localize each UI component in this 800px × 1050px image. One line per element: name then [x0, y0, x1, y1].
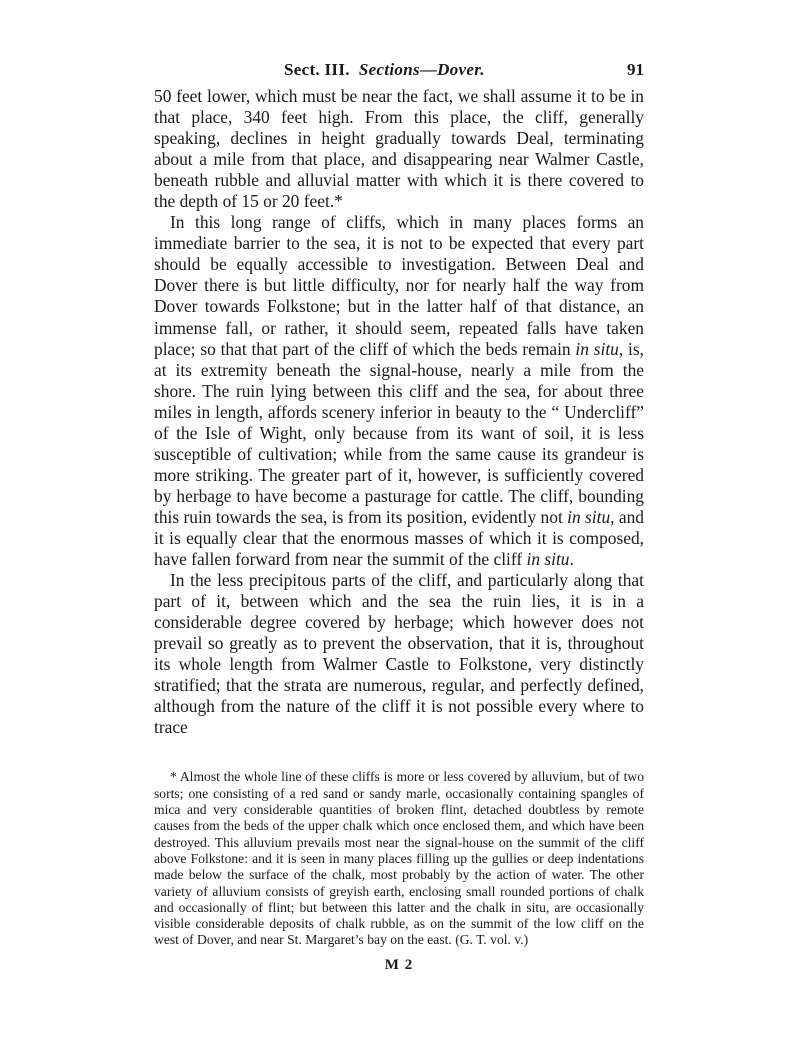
paragraph-2-part-a: In this long range of cliffs, which in many places forms an immediate barrier to the sea, it is not to be expected that every part should be equally accessible to investigation. Between Deal and Dover there is but little difficulty, nor for nearly half the way from Dover towards Folkstone; but in the latter half of that distance, an immense fall, or rather, it should seem, repeated falls have taken place; so that that part of the cliff of which the beds remain	[154, 212, 644, 359]
book-page	[154, 58, 644, 974]
italic-in-situ-3: in situ	[526, 549, 570, 570]
running-head-title	[284, 60, 485, 80]
paragraph-2-part-c: , and it is equally clear that the enormous masses of which it is composed, have fallen forward from near the summit of the cliff	[154, 506, 644, 570]
body-text	[154, 86, 644, 738]
running-head	[154, 58, 644, 86]
section-label: Sect. III.	[284, 60, 350, 79]
paragraph-2-part-d: .	[569, 549, 574, 570]
paragraph-2-part-b: , is, at its extremity beneath the signal-house, nearly a mile from the shore. The ruin lying between this cliff and the sea, for about three miles in length, affords scenery inferior in beauty to the “ Undercliff” of the Isle of Wight, only because from its want of soil, it is less susceptible of cultivation; while from the same cause its grandeur is more striking. The greater part of it, however, is sufficiently covered by herbage to have become a pasturage for cattle. The cliff, bounding this ruin towards the sea, is from its position, evidently not	[154, 338, 644, 527]
footnote-text: * Almost the whole line of these cliffs is more or less covered by alluvium, but of two sorts; one consisting of a red sand or sandy marle, occasionally containing spangles of mica and very considerable quantities of broken flint, detached doubtless by remote causes from the beds of the upper chalk which once enclosed them, and which have been destroyed. This alluvium prevails most near the signal-house on the summit of the cliff above Folkstone: and it is seen in many places filling up the gullies or deep indentations made below the surface of the chalk, most probably by the action of water. The other variety of alluvium consists of greyish earth, enclosing small rounded portions of chalk and occasionally of flint; but between this latter and the chalk in situ, are occasionally visible considerable deposits of chalk rubble, as on the summit of the low cliff on the west of Dover, and near St. Margaret’s bay on the east. (G. T. vol. v.)	[154, 769, 644, 948]
section-subject: Sections—Dover.	[358, 60, 485, 79]
page-number: 91	[627, 60, 644, 79]
italic-in-situ-1: in situ	[575, 338, 619, 359]
italic-in-situ-2: in situ	[567, 506, 611, 527]
paragraph-3: In the less precipitous parts of the cliff, and particularly along that part of it, between which and the sea the ruin lies, it is in a considerable degree covered by herbage; which however does not prevail so greatly as to prevent the observation, that it is, throughout its whole length from Walmer Castle to Folkstone, very distinctly stratified; that the strata are numerous, regular, and perfectly defined, although from the nature of the cliff it is not possible every where to trace	[154, 570, 644, 738]
footnote	[154, 769, 644, 948]
signature-mark: M 2	[384, 956, 414, 973]
paragraph-2	[154, 212, 644, 570]
paragraph-1: 50 feet lower, which must be near the fact, we shall assume it to be in that place, 340 feet high. From this place, the cliff, generally speaking, declines in height gradually towards Deal, terminating about a mile from that place, and disappearing near Walmer Castle, beneath rubble and alluvial matter with which it is there covered to the depth of 15 or 20 feet.*	[154, 86, 644, 212]
